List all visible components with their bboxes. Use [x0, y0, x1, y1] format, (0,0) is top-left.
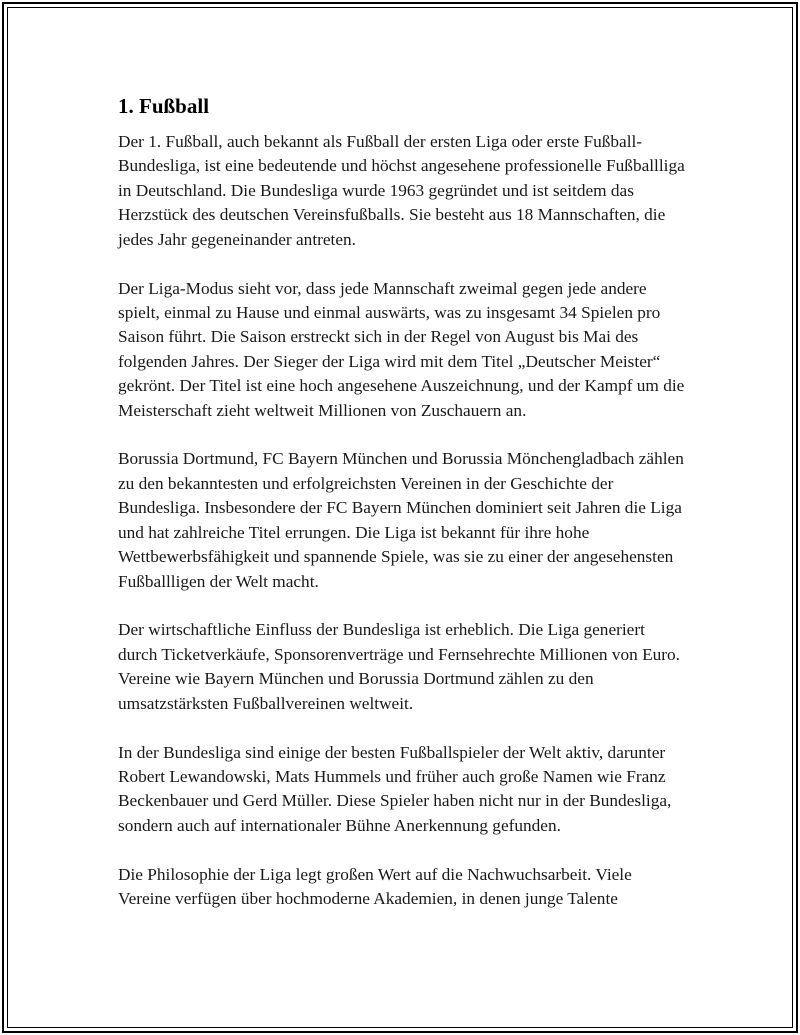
- paragraph-youth: Die Philosophie der Liga legt großen Wert auf die Nachwuchsarbeit. Viele Vereine verfügen über hochmoderne Akademien, in denen junge Talente: [118, 864, 632, 909]
- paragraph-clubs: Borussia Dortmund, FC Bayern München und Borussia Mönchengladbach zählen zu den bekanntesten und erfolgreichsten Vereinen in der Geschichte der Bundesliga. Insbesondere der FC Bayern München dominiert seit Jahren die Liga und hat zahlreiche Titel errungen. Die Liga ist bekannt für ihre hohe Wettbewerbsfähigkeit und spannende Spiele, was sie zu einer der angesehensten Fußballligen der Welt macht.: [118, 449, 684, 591]
- section-heading: 1. Fußball: [118, 94, 210, 118]
- document-body: [118, 92, 688, 936]
- paragraph-league-format: Der Liga-Modus sieht vor, dass jede Mannschaft zweimal gegen jede andere spielt, einmal zu Hause und einmal auswärts, was zu insgesamt 34 Spielen pro Saison führt. Die Saison erstreckt sich in der Regel von August bis Mai des folgenden Jahres. Der Sieger der Liga wird mit dem Titel „Deutscher Meister“ gekrönt. Der Titel ist eine hoch angesehene Auszeichnung, und der Kampf um die Meisterschaft zieht weltweit Millionen von Zuschauern an.: [118, 278, 685, 420]
- paragraph-economics: Der wirtschaftliche Einfluss der Bundesliga ist erheblich. Die Liga generiert durch Ticketverkäufe, Sponsorenverträge und Fernsehrechte Millionen von Euro. Vereine wie Bayern München und Borussia Dortmund zählen zu den umsatzstärksten Fußballvereinen weltweit.: [118, 620, 680, 713]
- paragraph-players: In der Bundesliga sind einige der besten Fußballspieler der Welt aktiv, darunter Robert Lewandowski, Mats Hummels und früher auch große Namen wie Franz Beckenbauer und Gerd Müller. Diese Spieler haben nicht nur in der Bundesliga, sondern auch auf internationaler Bühne Anerkennung gefunden.: [118, 742, 672, 835]
- paragraph-intro: Der 1. Fußball, auch bekannt als Fußball der ersten Liga oder erste Fußball-Bundesliga, ist eine bedeutende und höchst angesehene professionelle Fußballliga in Deutschland. Die Bundesliga wurde 1963 gegründet und ist seitdem das Herzstück des deutschen Vereinsfußballs. Sie besteht aus 18 Mannschaften, die jedes Jahr gegeneinander antreten.: [118, 132, 685, 249]
